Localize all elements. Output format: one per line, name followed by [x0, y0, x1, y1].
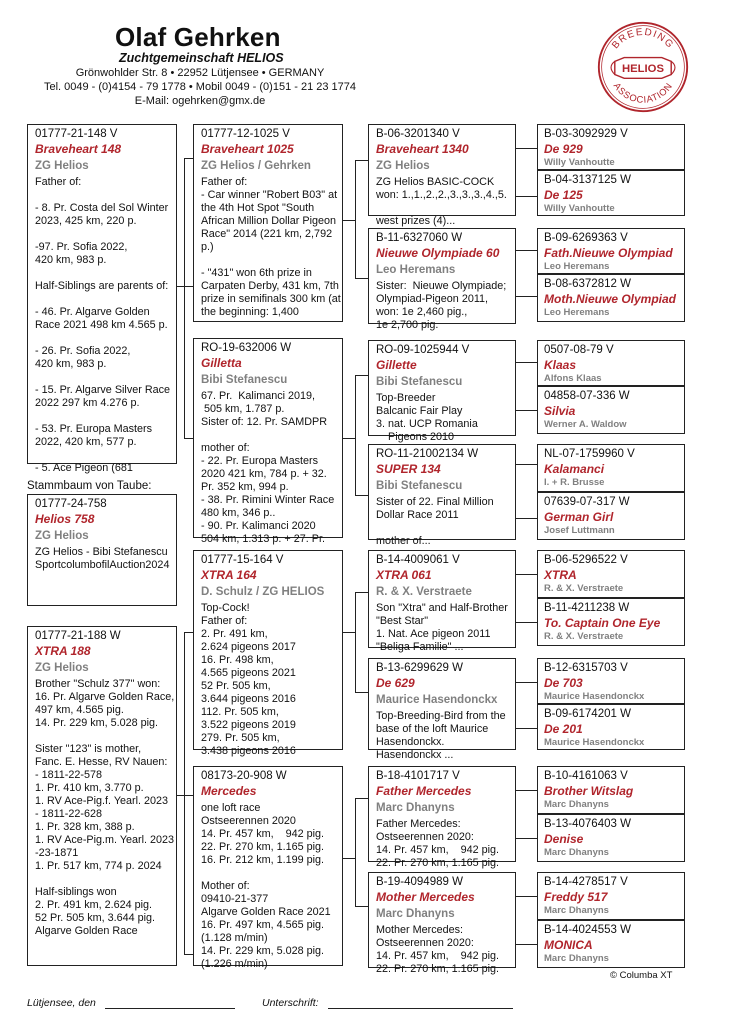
pigeon-name: Silvia — [544, 404, 576, 418]
breeder-name: Marc Dhanyns — [544, 953, 609, 964]
date-line[interactable] — [105, 1008, 235, 1009]
pedigree-box-ffm[interactable] — [368, 228, 516, 331]
pigeon-name: MONICA — [544, 938, 593, 952]
pigeon-achievements: Father of: - 8. Pr. Costa del Sol Winter 2023, 425 km, 220 p. -97. Pr. Sofia 2022, 420 km, 983 p. Half-Siblings are parents of: - 46. Pr. Algarve Golden Race 2021 498 km 4.565 p. - 26. Pr. Sofia 2022, 420 km, 983 p. - 15. Pr. Algarve Silver Race 2022 297 km 4.276 p. - 53. Pr. Europa Masters 2022, 420 km, 577 p. - 5. Ace Pigeon (681 — [35, 176, 171, 474]
breeder-name: Marc Dhanyns — [376, 908, 455, 920]
pigeon-description: Father Mercedes: Ostseerennen 2020: 14. Pr. 457 km, 942 pig. 22. Pr. 270 km, 1.165 pig. — [376, 818, 500, 869]
ring-number: B-18-4101717 V — [376, 770, 460, 782]
pedigree-box-father[interactable] — [27, 124, 177, 474]
breeder-name: ZG Helios — [35, 530, 89, 542]
pedigree-box-g7[interactable] — [537, 444, 685, 492]
pigeon-name: Kalamanci — [544, 462, 605, 476]
breeder-name: D. Schulz / ZG HELIOS — [201, 586, 325, 598]
pedigree-box-main-pigeon[interactable] — [27, 494, 177, 606]
breeder-name: Maurice Hasendonckx — [544, 691, 645, 702]
pedigree-box-g8[interactable] — [537, 492, 685, 540]
pigeon-description: Mother Mercedes: Ostseerennen 2020: 14. Pr. 457 km, 942 pig. 22. Pr. 270 km, 1.165 pig. — [376, 924, 500, 975]
pigeon-name: Gillette — [376, 358, 417, 372]
pigeon-name: De 629 — [376, 676, 415, 690]
pigeon-name: XTRA 061 — [376, 568, 432, 582]
place-date-label: Lütjensee, den — [27, 997, 96, 1009]
pedigree-box-g1[interactable] — [537, 124, 685, 170]
pedigree-box-g10[interactable] — [537, 598, 685, 646]
breeder-name: Marc Dhanyns — [376, 802, 455, 814]
pigeon-name: Brother Witslag — [544, 784, 634, 798]
pedigree-box-g13[interactable] — [537, 766, 685, 814]
pigeon-name: Nieuwe Olympiade 60 — [376, 246, 500, 260]
pedigree-box-fmf[interactable] — [368, 340, 516, 443]
pigeon-description: Son "Xtra" and Half-Brother "Best Star" 1. Nat. Ace pigeon 2011 "Beliga Familie" ... — [376, 602, 508, 653]
breeder-name: Marc Dhanyns — [544, 905, 609, 916]
pedigree-box-mmf[interactable] — [368, 766, 516, 869]
pigeon-name: German Girl — [544, 510, 614, 524]
pedigree-box-mother[interactable] — [27, 626, 177, 966]
pigeon-name: Gilletta — [201, 356, 242, 370]
helios-seal-logo — [596, 20, 690, 114]
breeding-association-name: Zuchtgemeinschaft HELIOS — [119, 51, 284, 65]
pigeon-description: Sister of 22. Final Million Dollar Race 2011 mother of... — [376, 496, 494, 547]
breeder-name: Alfons Klaas — [544, 373, 602, 384]
pedigree-box-g14[interactable] — [537, 814, 685, 862]
pigeon-description: Sister: Nieuwe Olympiade; Olympiad-Pigeon 2011, won: 1e 2,460 pig., 1e 2,700 pig. — [376, 280, 507, 331]
pigeon-name: Freddy 517 — [544, 890, 608, 904]
pigeon-name: Helios 758 — [35, 512, 95, 526]
pigeon-name: Mother Mercedes — [376, 890, 475, 904]
ring-number: B-14-4278517 V — [544, 876, 628, 888]
pigeon-name: De 125 — [544, 188, 583, 202]
pigeon-name: XTRA 164 — [201, 568, 257, 582]
ring-number: 0507-08-79 V — [544, 344, 614, 356]
breeder-name: Leo Heremans — [376, 264, 456, 276]
pigeon-description: ZG Helios BASIC-COCK won: 1.,1.,2.,2.,3.,3.,3.,4.,5. west prizes (4)... — [376, 176, 507, 227]
copyright-note: © Columba XT — [610, 970, 673, 981]
owner-phone: Tel. 0049 - (0)4154 - 79 1778 • Mobil 0049 - (0)151 - 21 23 1774 — [43, 81, 357, 93]
breeder-name: Marc Dhanyns — [544, 847, 609, 858]
ring-number: B-11-6327060 W — [376, 232, 463, 244]
ring-number: B-06-5296522 V — [544, 554, 628, 566]
pedigree-box-mfm[interactable] — [368, 658, 516, 761]
pedigree-box-g2[interactable] — [537, 170, 685, 216]
breeder-name: ZG Helios — [35, 160, 89, 172]
pedigree-box-g11[interactable] — [537, 658, 685, 704]
ring-number: B-10-4161063 V — [544, 770, 628, 782]
breeder-name: Josef Luttmann — [544, 525, 615, 536]
breeder-name: Leo Heremans — [544, 261, 610, 272]
ring-number: B-11-4211238 W — [544, 602, 630, 614]
pigeon-name: Father Mercedes — [376, 784, 472, 798]
ring-number: 08173-20-908 W — [201, 770, 287, 782]
pigeon-achievements: 67. Pr. Kalimanci 2019, 505 km, 1.787 p. Sister of: 12. Pr. SAMDPR mother of: - 22. Pr. Europa Masters 2020 421 km, 784 p. + 32. Pr. 352 km, 994 p. - 38. Pr. Rimini Winter Race 480 km, 346 p.. - 90. Pr. Kalimanci 2020 504 km, 1.313 p. + 27. Pr. — [201, 390, 335, 545]
signature-line[interactable] — [328, 1008, 513, 1009]
ring-number: 01777-15-164 V — [201, 554, 284, 566]
svg-text:ASSOCIATION: ASSOCIATION — [611, 80, 675, 105]
ring-number: B-14-4024553 W — [544, 924, 631, 936]
pigeon-achievements: Brother "Schulz 377" won: 16. Pr. Algarve Golden Race, 497 km, 4.565 pig. 14. Pr. 229 km, 5.028 pig. Sister "123" is mother, Fanc. E. Hesse, RV Nauen: - 1811-22-578 1. Pr. 410 km, 3.770 p. 1. RV Ace-Pig.f. Yearl. 2023 - 1811-22-628 1. Pr. 328 km, 388 p. 1. RV Ace-Pig.m. Yearl. 2023 -23-1871 1. Pr. 517 km, 774 p. 2024 Half-siblings won 2. Pr. 491 km, 2.624 pig. 52 Pr. 505 km, 3.644 pig. Algarve Golden Race — [35, 678, 175, 937]
pigeon-achievements: one loft race Ostseerennen 2020 14. Pr. 457 km, 942 pig. 22. Pr. 270 km, 1.165 pig. 16. Pr. 212 km, 1.199 pig. Mother of: 09410-21-377 Algarve Golden Race 2021 16. Pr. 497 km, 4.565 pig. (1.128 m/min) 14. Pr. 229 km, 5.028 pig. (1.226 m/min) — [201, 802, 331, 970]
stammbaum-label: Stammbaum von Taube: — [27, 480, 152, 492]
pigeon-name: Moth.Nieuwe Olympiad — [544, 292, 677, 306]
pedigree-box-mother-father[interactable] — [193, 550, 343, 757]
ring-number: B-19-4094989 W — [376, 876, 463, 888]
pedigree-box-g12[interactable] — [537, 704, 685, 750]
pigeon-name: XTRA 188 — [35, 644, 91, 658]
pigeon-description: Top-Breeding-Bird from the base of the loft Maurice Hasendonckx. Hasendonckx ... — [376, 710, 506, 761]
ring-number: B-03-3092929 V — [544, 128, 628, 140]
pedigree-box-father-father[interactable] — [193, 124, 343, 322]
ring-number: B-12-6315703 V — [544, 662, 628, 674]
ring-number: 01777-21-148 V — [35, 128, 118, 140]
breeder-name: R. & X. Verstraete — [376, 586, 472, 598]
breeder-name: Marc Dhanyns — [544, 799, 609, 810]
ring-number: 07639-07-317 W — [544, 496, 630, 508]
pigeon-name: De 201 — [544, 722, 583, 736]
pigeon-description: ZG Helios - Bibi Stefanescu SportcolumbofilAuction2024 — [35, 546, 170, 571]
pedigree-box-g6[interactable] — [537, 386, 685, 434]
pigeon-name: Braveheart 148 — [35, 142, 122, 156]
breeder-name: Werner A. Waldow — [544, 419, 627, 430]
ring-number: RO-19-632006 W — [201, 342, 292, 354]
ring-number: RO-11-21002134 W — [376, 448, 479, 460]
pedigree-box-fff[interactable] — [368, 124, 516, 227]
ring-number: 01777-21-188 W — [35, 630, 121, 642]
breeder-name: Maurice Hasendonckx — [376, 694, 498, 706]
pigeon-name: Fath.Nieuwe Olympiad — [544, 246, 673, 260]
pedigree-box-mother-mother[interactable] — [193, 766, 343, 970]
breeder-name: ZG Helios — [376, 160, 430, 172]
breeder-name: Bibi Stefanescu — [201, 374, 288, 386]
breeder-name: Willy Vanhoutte — [544, 157, 615, 168]
breeder-name: ZG Helios — [35, 662, 89, 674]
pigeon-name: Mercedes — [201, 784, 257, 798]
ring-number: 01777-12-1025 V — [201, 128, 290, 140]
breeder-name: Maurice Hasendonckx — [544, 737, 645, 748]
pedigree-box-g9[interactable] — [537, 550, 685, 598]
pedigree-box-fmm[interactable] — [368, 444, 516, 547]
pigeon-description: Top-Breeder Balcanic Fair Play 3. nat. UCP Romania Pigeons 2010 — [376, 392, 478, 443]
pedigree-box-g3[interactable] — [537, 228, 685, 274]
pigeon-name: De 703 — [544, 676, 583, 690]
breeder-name: I. + R. Brusse — [544, 477, 605, 488]
ring-number: 01777-24-758 — [35, 498, 107, 510]
pigeon-name: SUPER 134 — [376, 462, 441, 476]
ring-number: 04858-07-336 W — [544, 390, 630, 402]
owner-address: Grönwohlder Str. 8 • 22952 Lütjensee • GERMANY — [75, 67, 325, 79]
breeder-name: Leo Heremans — [544, 307, 610, 318]
breeder-name: R. & X. Verstraete — [544, 631, 624, 642]
pedigree-box-g16[interactable] — [537, 920, 685, 968]
pigeon-name: Braveheart 1340 — [376, 142, 469, 156]
breeder-name: ZG Helios / Gehrken — [201, 160, 311, 172]
pigeon-achievements: Father of: - Car winner "Robert B03" at the 4th Hot Spot "South African Million Dollar Pigeon Race" 2014 (221 km, 2,792 p.) - "431" won 6th prize in Carpaten Derby, 431 km, 7th prize in semifinals 300 km (at the beginning: 1,400 — [201, 176, 341, 318]
owner-name: Olaf Gehrken — [115, 22, 281, 52]
svg-text:HELIOS: HELIOS — [622, 63, 664, 76]
ring-number: NL-07-1759960 V — [544, 448, 635, 460]
ring-number: B-08-6372812 W — [544, 278, 631, 290]
pigeon-name: Denise — [544, 832, 584, 846]
breeder-name: Willy Vanhoutte — [544, 203, 615, 214]
pigeon-name: De 929 — [544, 142, 583, 156]
owner-email: E-Mail: ogehrken@gmx.de — [134, 95, 266, 107]
pigeon-name: To. Captain One Eye — [544, 616, 661, 630]
breeder-name: R. & X. Verstraete — [544, 583, 624, 594]
pigeon-name: Klaas — [544, 358, 577, 372]
pigeon-achievements: Top-Cock! Father of: 2. Pr. 491 km, 2.624 pigeons 2017 16. Pr. 498 km, 4.565 pigeons 2021 52 Pr. 505 km, 3.644 pigeons 2016 112. Pr. 505 km, 3.522 pigeons 2019 279. Pr. 505 km, 3.438 pigeons 2016 — [201, 602, 296, 757]
ring-number: B-13-6299629 W — [376, 662, 463, 674]
breeder-name: Bibi Stefanescu — [376, 480, 463, 492]
ring-number: B-04-3137125 W — [544, 174, 631, 186]
pigeon-name: Braveheart 1025 — [201, 142, 294, 156]
ring-number: B-09-6269363 V — [544, 232, 628, 244]
ring-number: B-13-4076403 W — [544, 818, 631, 830]
signature-label: Unterschrift: — [262, 997, 319, 1009]
ring-number: B-09-6174201 W — [544, 708, 631, 720]
ring-number: B-14-4009061 V — [376, 554, 460, 566]
pedigree-box-g15[interactable] — [537, 872, 685, 920]
pedigree-box-mff[interactable] — [368, 550, 516, 653]
svg-text:BREEDING: BREEDING — [610, 26, 676, 52]
pigeon-name: XTRA — [544, 568, 577, 582]
ring-number: B-06-3201340 V — [376, 128, 460, 140]
pedigree-box-mmm[interactable] — [368, 872, 516, 975]
pedigree-box-g4[interactable] — [537, 274, 685, 322]
breeder-name: Bibi Stefanescu — [376, 376, 463, 388]
pedigree-box-father-mother[interactable] — [193, 338, 343, 545]
ring-number: RO-09-1025944 V — [376, 344, 470, 356]
pedigree-box-g5[interactable] — [537, 340, 685, 386]
